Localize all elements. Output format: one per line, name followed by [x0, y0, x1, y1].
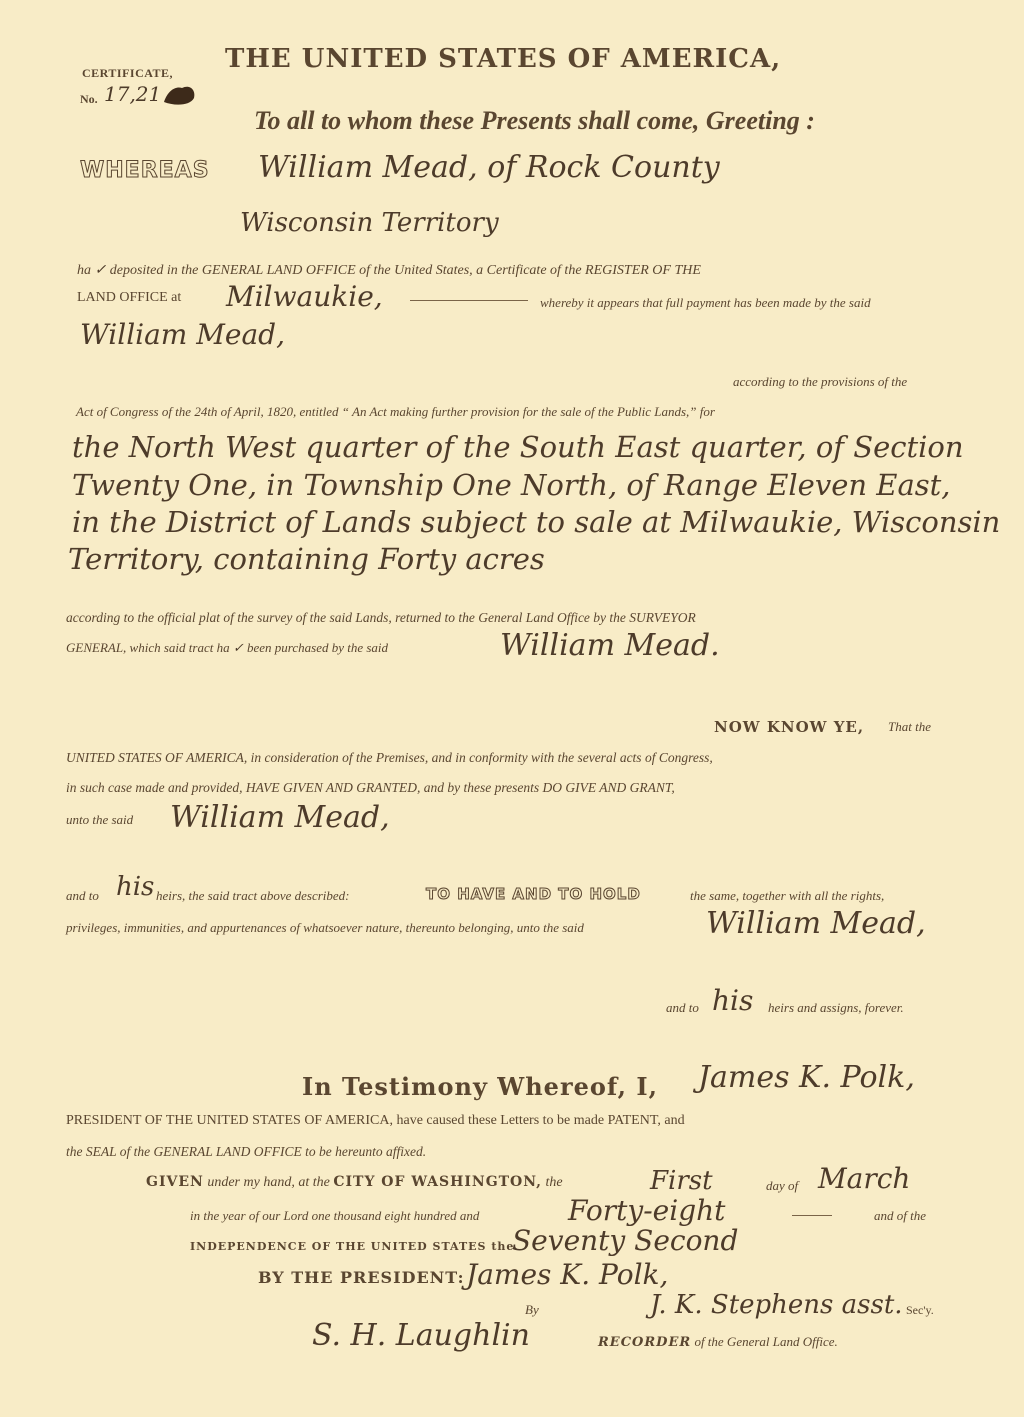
testimony-line1: PRESIDENT OF THE UNITED STATES OF AMERICA, have caused these Letters to be made PATENT, and	[66, 1113, 685, 1128]
divider-line	[410, 300, 528, 301]
given-day: First	[650, 1166, 713, 1196]
land-description-3: in the District of Lands subject to sale at Milwaukie, Wisconsin	[72, 505, 1001, 539]
given-city: CITY OF WASHINGTON,	[333, 1174, 543, 1190]
know-line2: in such case made and provided, HAVE GIVEN AND GRANTED, and by these presents DO GIVE AND GRANT,	[66, 780, 675, 795]
act-provisions: according to the provisions of the	[733, 374, 908, 389]
deposit-payer: William Mead,	[80, 318, 286, 351]
heirs-and-to: and to	[66, 888, 99, 903]
recorder-signature: S. H. Laughlin	[312, 1318, 530, 1353]
assigns-text: heirs and assigns, forever.	[768, 1000, 904, 1015]
plat-text-b: been purchased by the said	[247, 640, 389, 655]
seal-blot-icon	[160, 80, 200, 108]
given-month: March	[818, 1162, 911, 1195]
heirs-privileges: privileges, immunities, and appurtenances of whatsoever nature, thereunto belonging, unto the said	[66, 920, 584, 935]
heirs-text: heirs, the said tract above described:	[156, 888, 350, 903]
plat-purchaser: William Mead.	[500, 628, 720, 663]
deposit-ha: ha	[77, 263, 91, 278]
heirs-name: William Mead,	[706, 906, 926, 941]
given-year: Forty-eight	[568, 1194, 726, 1227]
land-description-4: Territory, containing Forty acres	[68, 542, 545, 576]
recorder-line	[598, 1334, 838, 1350]
deposit-checkmark: ✓	[94, 262, 107, 278]
assigns-and-to: and to	[666, 1000, 699, 1015]
plat-line2	[66, 640, 388, 656]
given-independence: INDEPENDENCE OF THE UNITED STATES the	[190, 1240, 515, 1253]
whereas-territory: Wisconsin Territory	[240, 208, 499, 238]
land-description-2: Twenty One, in Township One North, of Range Eleven East,	[72, 468, 951, 502]
deposit-office-label: LAND OFFICE at	[77, 290, 182, 305]
heirs-his-1: his	[116, 872, 155, 902]
by-the-president: BY THE PRESIDENT:	[258, 1268, 465, 1287]
whereas-word: WHEREAS	[80, 158, 210, 183]
know-unto: unto the said	[66, 812, 134, 827]
land-description-1: the North West quarter of the South East quarter, of Section	[72, 430, 964, 464]
recorder-title: RECORDER	[598, 1335, 692, 1350]
habendum: TO HAVE AND TO HOLD	[426, 885, 641, 903]
know-heading: NOW KNOW YE,	[714, 718, 865, 736]
heirs-rights: the same, together with all the rights,	[690, 888, 885, 903]
act-title: Act of Congress of the 24th of April, 1820, entitled “ An Act making further provision for the sale of the Public Lands,” for	[76, 404, 715, 419]
greeting: To all to whom these Presents shall come, Greeting :	[254, 106, 815, 135]
secretary-signature: J. K. Stephens asst.	[650, 1290, 903, 1320]
testimony-line2: the SEAL of the GENERAL LAND OFFICE to be hereunto affixed.	[66, 1144, 427, 1159]
given-year-line: in the year of our Lord one thousand eight hundred and	[190, 1208, 480, 1223]
year-divider	[792, 1215, 832, 1216]
plat-checkmark: ✓	[232, 641, 244, 656]
by-label: By	[525, 1302, 539, 1317]
president-signature: James K. Polk,	[466, 1258, 669, 1291]
deposit-text: deposited in the GENERAL LAND OFFICE of the United States, a Certificate of the REGISTER OF THE	[109, 263, 701, 278]
document-title: THE UNITED STATES OF AMERICA,	[225, 44, 782, 74]
testimony-president-signature: James K. Polk,	[698, 1060, 915, 1095]
certificate-label: CERTIFICATE,	[82, 66, 174, 80]
know-line1: UNITED STATES OF AMERICA, in consideration of the Premises, and in conformity with the several acts of Congress,	[66, 750, 713, 765]
secretary-title: Sec'y.	[906, 1303, 934, 1317]
given-the: the	[545, 1175, 563, 1190]
given-word: GIVEN	[146, 1174, 204, 1190]
whereas-name: William Mead, of Rock County	[258, 150, 720, 185]
given-independence-year: Seventy Second	[512, 1224, 739, 1257]
plat-text-a: GENERAL, which said tract ha	[66, 640, 230, 655]
grantee-name: William Mead,	[170, 800, 390, 835]
given-line	[146, 1174, 563, 1191]
deposit-office: Milwaukie,	[226, 280, 383, 313]
deposit-payment-text: whereby it appears that full payment has been made by the said	[540, 295, 871, 310]
certificate-number: 17,21	[104, 82, 162, 106]
certificate-no-label: No.	[80, 92, 98, 106]
testimony-heading: In Testimony Whereof, I,	[302, 1072, 658, 1101]
deposit-line1	[77, 262, 701, 279]
know-that: That the	[888, 719, 931, 734]
given-and-of: and of the	[874, 1208, 926, 1223]
heirs-his-2: his	[712, 984, 754, 1017]
given-under: under my hand, at the	[207, 1175, 330, 1190]
given-day-of: day of	[766, 1178, 799, 1193]
plat-line1: according to the official plat of the survey of the said Lands, returned to the General Land Office by the SURVEYOR	[66, 610, 696, 625]
recorder-rest: of the General Land Office.	[694, 1334, 838, 1349]
